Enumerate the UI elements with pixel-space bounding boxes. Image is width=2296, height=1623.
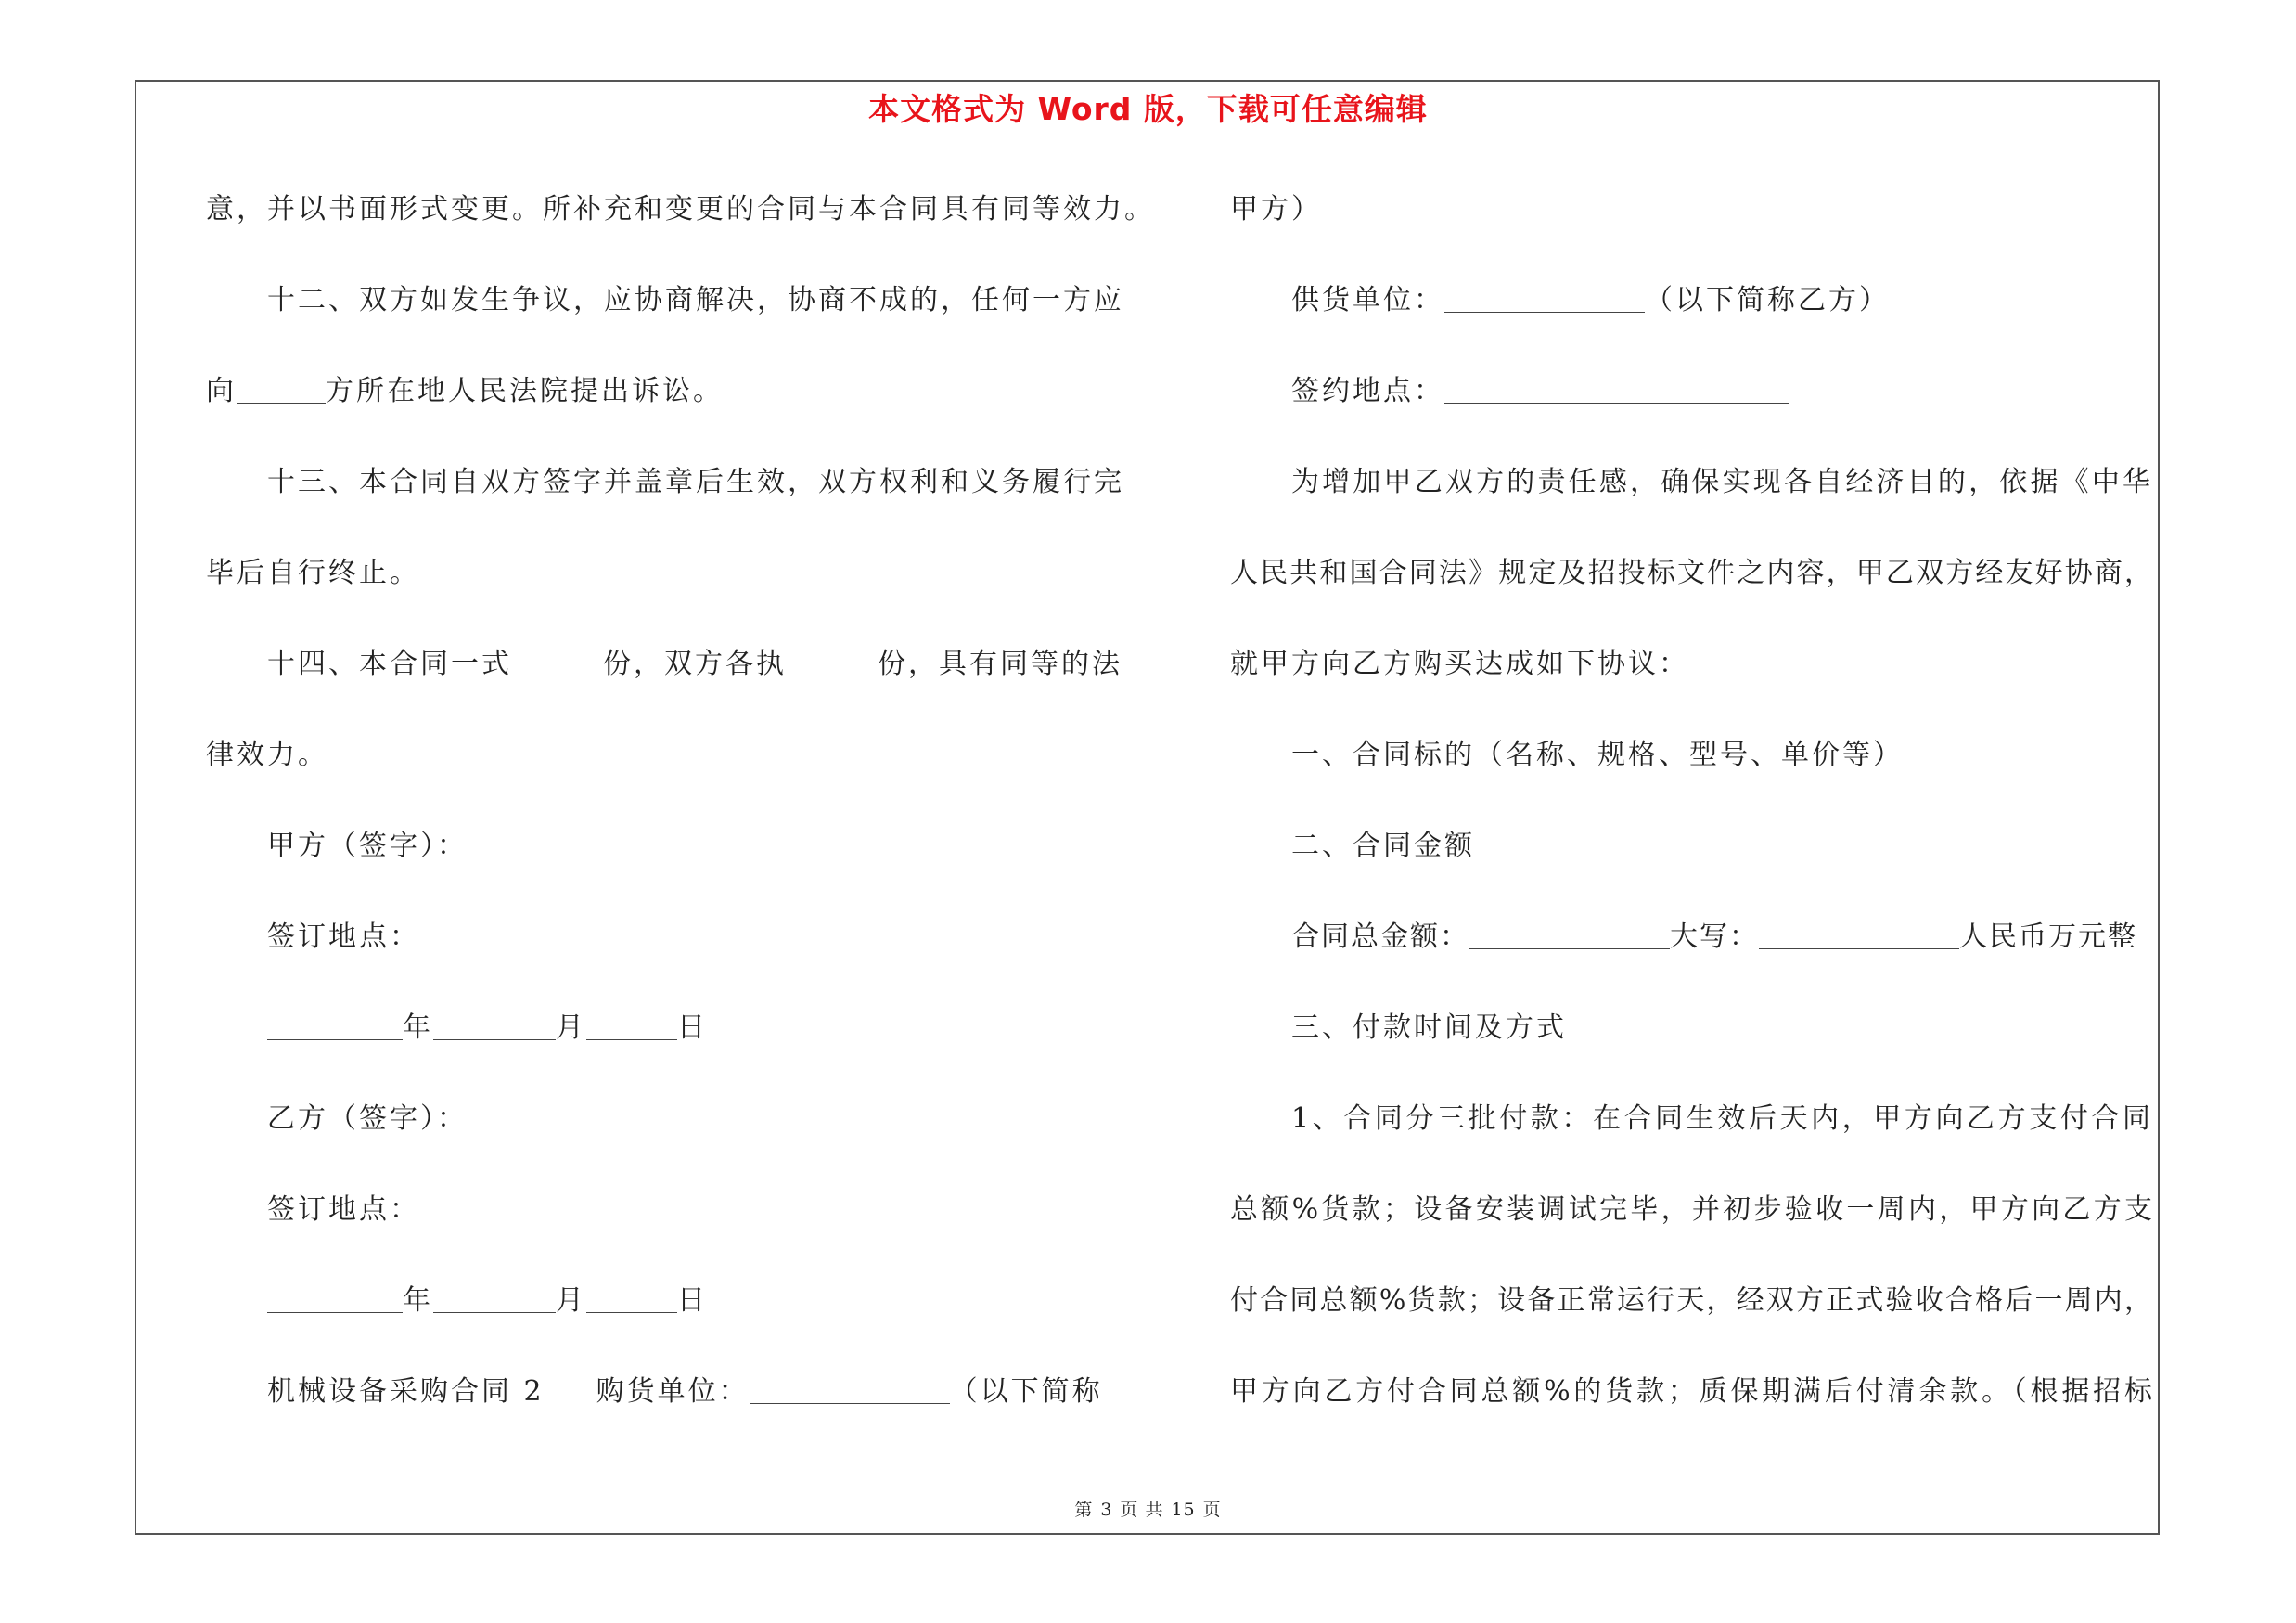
clause-12-line-1: 十二、双方如发生争议，应协商解决，协商不成的，任何一方应 <box>267 284 1124 316</box>
blank-field <box>267 1008 403 1040</box>
page-number-footer <box>0 1496 2296 1521</box>
date-year-label: 年 <box>403 1284 433 1317</box>
blank-field <box>433 1008 556 1040</box>
payment-line-3: 付合同总额%货款；设备正常运行天，经双方正式验收合格后一周内， <box>1230 1284 2153 1317</box>
section-1-heading: 一、合同标的（名称、规格、型号、单价等） <box>1291 739 1904 771</box>
date-month-label: 月 <box>556 1011 586 1044</box>
total-amount-line <box>1291 909 2137 965</box>
blank-field <box>433 1281 556 1313</box>
section-2-heading: 二、合同金额 <box>1291 830 1475 862</box>
date-year-label: 年 <box>403 1011 433 1044</box>
text-fragment: 份，双方各执 <box>603 648 787 680</box>
total-page-number: 15 <box>1171 1500 1196 1520</box>
clause-14-line-2: 律效力。 <box>206 739 328 771</box>
blank-field <box>1444 280 1645 313</box>
text-fragment: 份，具有同等的法 <box>878 648 1122 680</box>
date-day-label: 日 <box>677 1284 708 1317</box>
preamble-line-2: 人民共和国合同法》规定及招投标文件之内容，甲乙双方经友好协商， <box>1230 557 2153 589</box>
date-day-label: 日 <box>677 1011 708 1044</box>
section-3-heading: 三、付款时间及方式 <box>1291 1011 1567 1044</box>
blank-field <box>1444 371 1789 404</box>
text-line: 意，并以书面形式变更。所补充和变更的合同与本合同具有同等效力。 <box>206 193 1155 225</box>
text-fragment: 人民币万元整 <box>1959 921 2137 953</box>
supplier-line <box>1291 273 1890 328</box>
text-fragment: （以下简称乙方） <box>1645 284 1890 316</box>
uppercase-label: 大写： <box>1670 921 1759 953</box>
preamble-line-3: 就甲方向乙方购买达成如下协议： <box>1230 648 1689 680</box>
blank-field <box>586 1281 677 1313</box>
blank-field <box>586 1008 677 1040</box>
blank-field <box>787 644 878 676</box>
blank-field <box>237 371 326 404</box>
clause-14-line-1 <box>267 637 1122 692</box>
preamble-line-1: 为增加甲乙双方的责任感，确保实现各自经济目的，依据《中华 <box>1291 466 2153 498</box>
blank-field <box>267 1281 403 1313</box>
blank-field <box>1759 917 1959 949</box>
party-a-date <box>267 1000 708 1056</box>
text-fragment: 方所在地人民法院提出诉讼。 <box>326 375 724 407</box>
blank-field <box>512 644 603 676</box>
text-fragment: （以下简称 <box>949 1375 1103 1408</box>
text-fragment: 十四、本合同一式 <box>267 648 512 680</box>
footer-prefix: 第 <box>1074 1500 1094 1520</box>
word-format-banner: 本文格式为 Word 版，下载可任意编辑 <box>868 91 1428 127</box>
party-b-signature: 乙方（签字）： <box>267 1102 468 1135</box>
clause-13-line-1: 十三、本合同自双方签字并盖章后生效，双方权利和义务履行完 <box>267 466 1124 498</box>
footer-middle: 页 共 <box>1120 1500 1164 1520</box>
contract-2-title: 机械设备采购合同 2 <box>267 1375 545 1408</box>
payment-line-2: 总额%货款；设备安装调试完毕，并初步验收一周内，甲方向乙方支 <box>1230 1193 2153 1226</box>
supplier-label: 供货单位： <box>1291 284 1444 316</box>
party-b-sign-place: 签订地点： <box>267 1193 420 1226</box>
text-fragment: 向 <box>206 375 237 407</box>
payment-line-1: 1、合同分三批付款：在合同生效后天内，甲方向乙方支付合同 <box>1291 1102 2153 1135</box>
party-a-signature: 甲方（签字）： <box>267 830 468 862</box>
total-amount-label: 合同总金额： <box>1291 921 1469 953</box>
blank-field <box>750 1372 950 1404</box>
text-line: 甲方） <box>1230 193 1322 225</box>
sign-place-line <box>1291 364 1789 419</box>
date-month-label: 月 <box>556 1284 586 1317</box>
contract-2-heading-line <box>267 1364 1103 1420</box>
sign-place-label: 签约地点： <box>1291 375 1444 407</box>
blank-field <box>1469 917 1670 949</box>
party-b-date <box>267 1273 708 1329</box>
clause-13-line-2: 毕后自行终止。 <box>206 557 420 589</box>
current-page-number: 3 <box>1100 1500 1113 1520</box>
footer-suffix: 页 <box>1202 1500 1222 1520</box>
clause-12-line-2 <box>206 364 724 419</box>
buyer-label: 购货单位： <box>596 1375 750 1408</box>
party-a-sign-place: 签订地点： <box>267 921 420 953</box>
payment-line-4: 甲方向乙方付合同总额%的货款；质保期满后付清余款。（根据招标 <box>1230 1375 2153 1408</box>
